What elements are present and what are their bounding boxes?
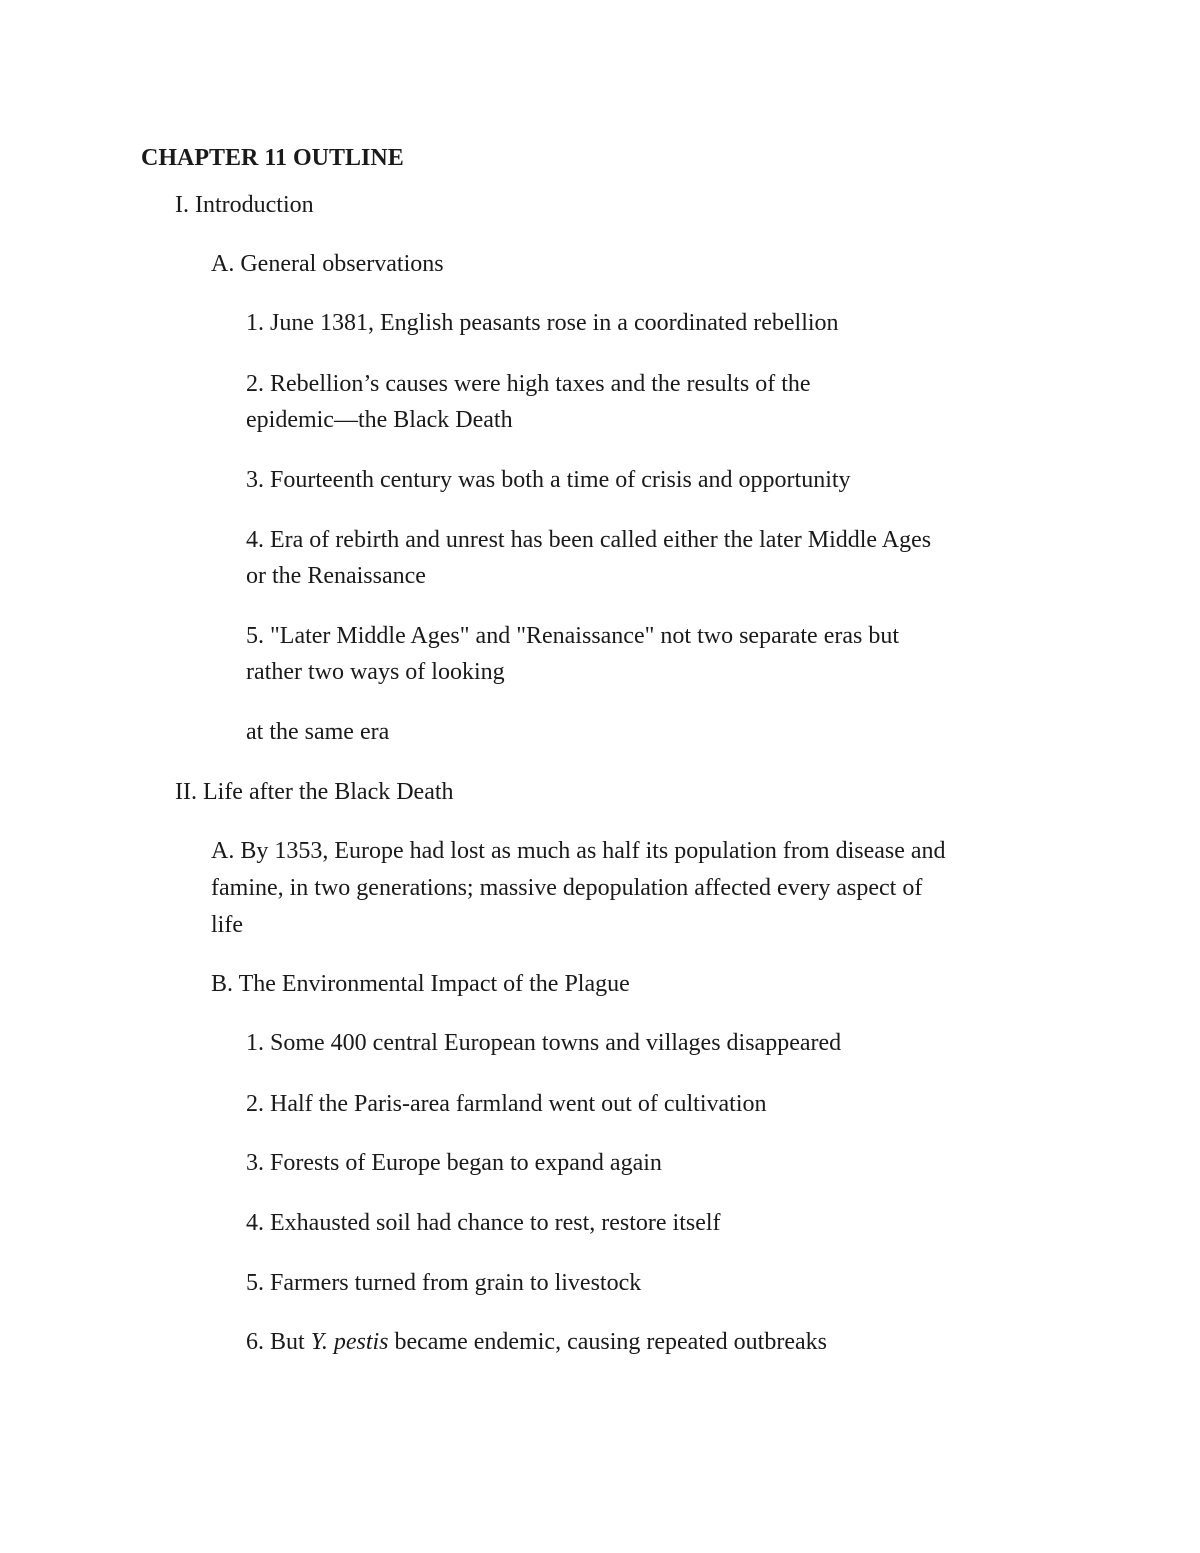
outline-item: 3. Fourteenth century was both a time of crisis and opportunity <box>246 467 851 493</box>
outline-item: 4. Era of rebirth and unrest has been called either the later Middle Ages <box>246 527 932 553</box>
outline-item <box>246 1324 827 1360</box>
item-suffix: became endemic, causing repeated outbreaks <box>388 1329 827 1355</box>
outline-item: 5. Farmers turned from grain to livestock <box>246 1270 642 1296</box>
outline-item: 3. Forests of Europe began to expand again <box>246 1150 662 1176</box>
section-heading-1: I. Introduction <box>175 192 314 218</box>
outline-item: 4. Exhausted soil had chance to rest, restore itself <box>246 1210 721 1236</box>
outline-item: 1. Some 400 central European towns and villages disappeared <box>246 1030 842 1056</box>
item-prefix: 6. But <box>246 1329 311 1355</box>
outline-item-continuation: rather two ways of looking <box>246 659 505 685</box>
subsection-paragraph-2a-line: famine, in two generations; massive depopulation affected every aspect of <box>211 875 923 901</box>
subsection-heading-1a: A. General observations <box>211 251 444 277</box>
outline-item-continuation: or the Renaissance <box>246 563 426 589</box>
section-heading-2: II. Life after the Black Death <box>175 779 454 805</box>
outline-item: 1. June 1381, English peasants rose in a coordinated rebellion <box>246 310 839 336</box>
subsection-heading-2b: B. The Environmental Impact of the Plague <box>211 971 630 997</box>
species-name-italic: Y. pestis <box>310 1329 389 1355</box>
outline-item: 2. Rebellion’s causes were high taxes and the results of the <box>246 371 811 397</box>
outline-item-continuation: epidemic—the Black Death <box>246 407 513 433</box>
page-title: CHAPTER 11 OUTLINE <box>141 145 404 171</box>
outline-item-continuation: at the same era <box>246 719 390 745</box>
subsection-paragraph-2a-line: life <box>211 912 243 938</box>
outline-item: 2. Half the Paris-area farmland went out of cultivation <box>246 1091 767 1117</box>
subsection-paragraph-2a: A. By 1353, Europe had lost as much as half its population from disease and <box>211 838 946 864</box>
outline-item: 5. "Later Middle Ages" and "Renaissance" not two separate eras but <box>246 623 899 649</box>
